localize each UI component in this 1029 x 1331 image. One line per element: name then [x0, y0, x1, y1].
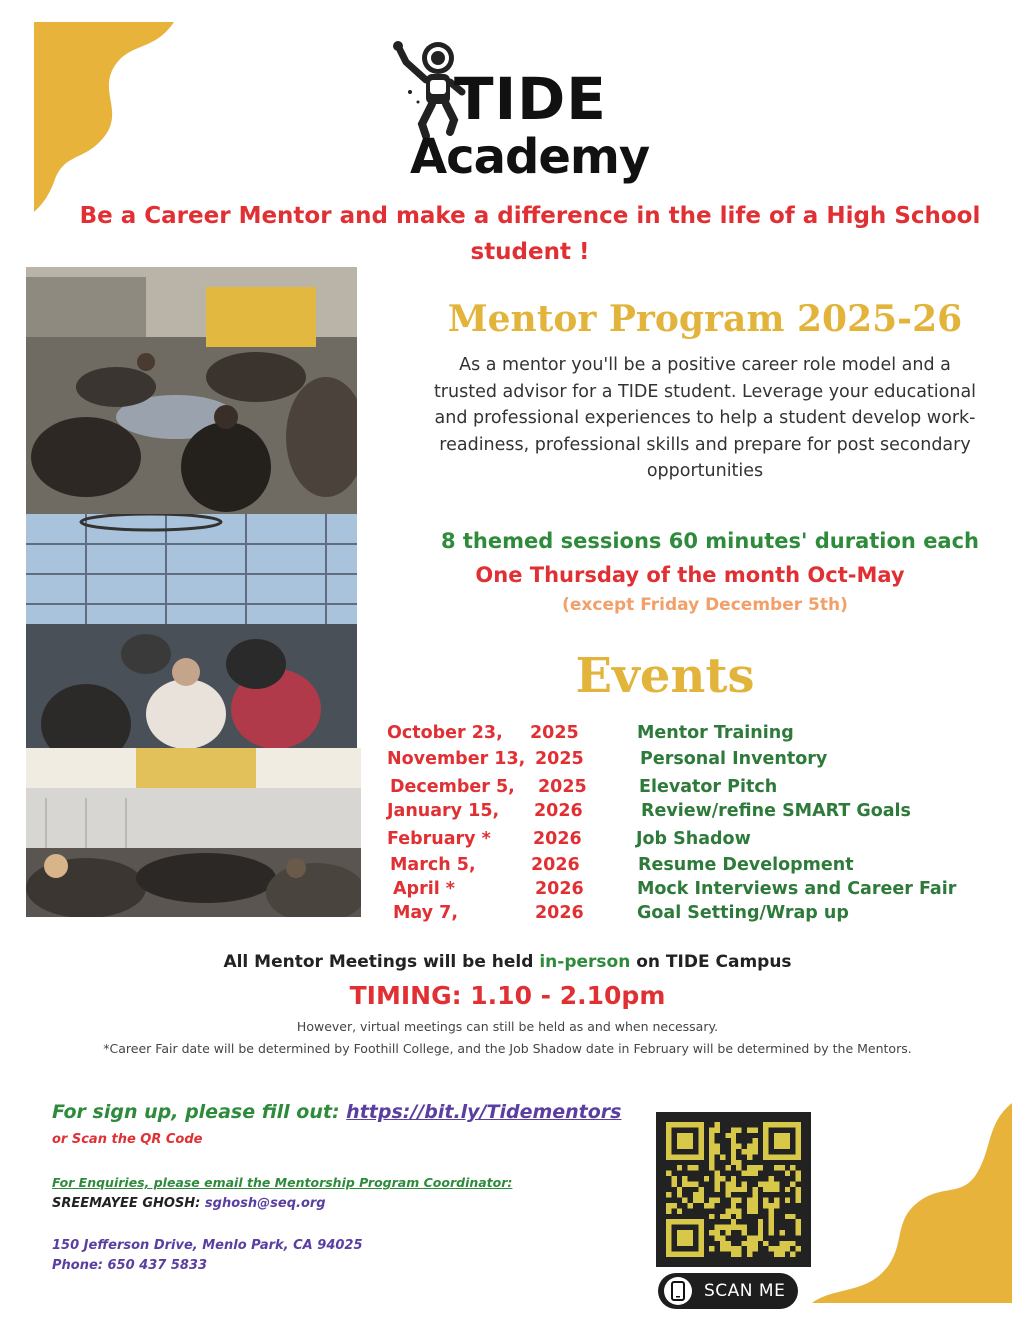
event-year: 2026 — [534, 801, 583, 821]
signup-prefix: For sign up, please fill out: — [52, 1101, 347, 1123]
event-name: Review/refine SMART Goals — [641, 801, 911, 821]
enquiry-line: For Enquiries, please email the Mentorship Program Coordinator: — [52, 1175, 513, 1190]
event-date: January 15, — [387, 801, 500, 821]
coordinator-name: SREEMAYEE GHOSH: — [52, 1196, 205, 1211]
classroom-photo-1 — [26, 267, 357, 515]
event-year: 2026 — [531, 855, 580, 875]
coordinator-line — [52, 1196, 326, 1211]
scan-me-button[interactable] — [658, 1273, 798, 1309]
event-year: 2025 — [538, 777, 587, 797]
phone-icon — [664, 1277, 692, 1305]
event-name: Mock Interviews and Career Fair — [637, 879, 957, 899]
corner-decoration-top-left — [34, 22, 174, 212]
event-date: February * — [387, 829, 491, 849]
meetings-text-before: All Mentor Meetings will be held — [223, 952, 540, 972]
event-name: Mentor Training — [637, 723, 794, 743]
sessions-info: 8 themed sessions 60 minutes' duration each — [440, 529, 980, 553]
schedule-info: One Thursday of the month Oct-May — [475, 563, 905, 587]
signup-line — [52, 1101, 622, 1123]
event-name: Elevator Pitch — [639, 777, 778, 797]
timing: TIMING: 1.10 - 2.10pm — [349, 981, 666, 1010]
event-name: Personal Inventory — [640, 749, 828, 769]
event-date: December 5, — [390, 777, 515, 797]
event-year: 2025 — [535, 749, 584, 769]
event-name: Resume Development — [638, 855, 854, 875]
coordinator-email[interactable]: sghosh@seq.org — [204, 1196, 326, 1211]
meetings-info — [40, 952, 975, 972]
phone: Phone: 650 437 5833 — [52, 1258, 208, 1273]
event-year: 2025 — [530, 723, 579, 743]
signup-link[interactable]: https://bit.ly/Tidementors — [346, 1101, 622, 1123]
classroom-photo-3 — [26, 748, 361, 917]
meetings-in-person: in-person — [539, 952, 631, 972]
virtual-note: However, virtual meetings can still be held as and when necessary. — [296, 1019, 719, 1034]
corner-decoration-bottom-right — [812, 1103, 1012, 1303]
meetings-text-after: on TIDE Campus — [630, 952, 792, 972]
event-year: 2026 — [535, 903, 584, 923]
headline: Be a Career Mentor and make a difference in the life of a High School student ! — [79, 203, 981, 265]
program-title: Mentor Program 2025-26 — [447, 298, 963, 340]
logo-text-academy: Academy — [410, 129, 650, 185]
event-date: April * — [393, 879, 455, 899]
event-date: May 7, — [393, 903, 459, 923]
qr-code-pattern — [666, 1122, 801, 1257]
tide-academy-logo — [392, 32, 654, 184]
event-year: 2026 — [533, 829, 582, 849]
event-date: November 13, — [387, 749, 526, 769]
scan-me-label: SCAN ME — [704, 1281, 786, 1301]
event-date: October 23, — [387, 723, 503, 743]
event-date: March 5, — [390, 855, 476, 875]
classroom-photo-2 — [26, 514, 357, 748]
program-description: As a mentor you'll be a positive career role model and a trusted advisor for a TIDE student. Leverage your educational and professional experiences to help a student develop work-readiness, professional skills and prepare for post secondary opportunities — [433, 355, 977, 481]
qr-code[interactable] — [656, 1112, 811, 1267]
event-name: Goal Setting/Wrap up — [637, 903, 849, 923]
scan-qr-line: or Scan the QR Code — [52, 1132, 203, 1147]
schedule-exception: (except Friday December 5th) — [562, 595, 848, 615]
career-fair-note: *Career Fair date will be determined by Foothill College, and the Job Shadow date in February will be determined by the Mentors. — [103, 1041, 912, 1056]
logo-text-tide: TIDE — [454, 65, 607, 133]
address: 150 Jefferson Drive, Menlo Park, CA 94025 — [52, 1238, 363, 1253]
event-year: 2026 — [535, 879, 584, 899]
events-title: Events — [575, 648, 755, 704]
event-name: Job Shadow — [636, 829, 751, 849]
